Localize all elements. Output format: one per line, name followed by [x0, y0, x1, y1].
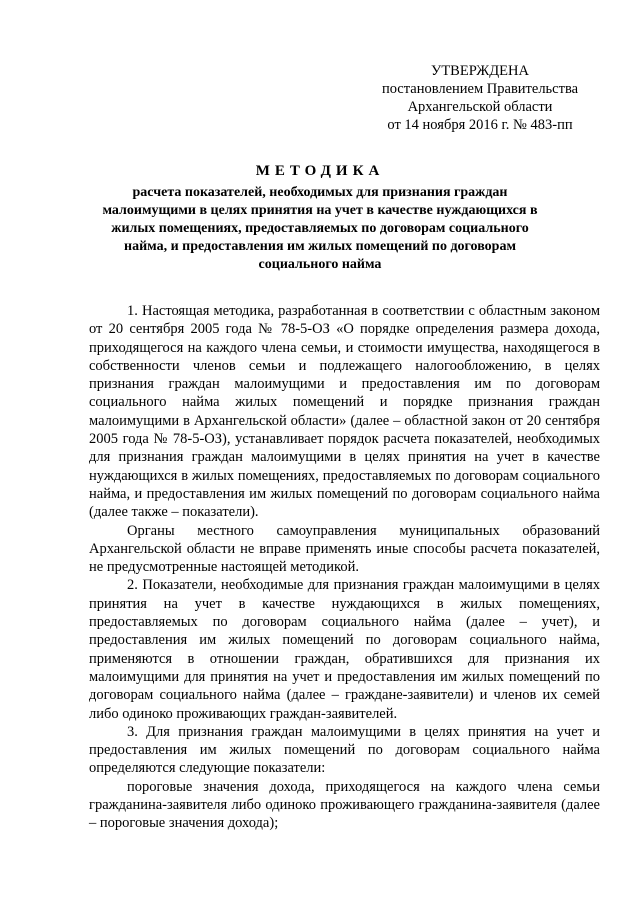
document-subtitle: расчета показателей, необходимых для признания граждан малоимущими в целях принятия на учет в качестве нуждающихся в жилых помещениях, предоставляемых по договорам социального найма, и предоставления им жилых помещений по договорам социального найма [102, 185, 538, 272]
approval-date: от 14 ноября 2016 г. № 483-пп [387, 117, 573, 133]
paragraph-3: 3. Для признания граждан малоимущими в целях принятия на учет и предоставления им жилых помещений по договорам социального найма определяются следующие показатели: [89, 723, 600, 777]
document-body [89, 302, 600, 833]
approval-stamp [360, 62, 600, 134]
document-title: МЕТОДИКА [255, 163, 385, 179]
approval-region: Архангельской области [407, 99, 553, 115]
paragraph-1: 1. Настоящая методика, разработанная в соответствии с областным законом от 20 сентября 2005 года № 78-5-ОЗ «О порядке определения размера дохода, приходящегося на каждого члена семьи, и стоимости имущества, находящегося в собственности членов семьи и подлежащего налогообложению, в целях признания граждан малоимущими и предоставления им по договорам социального найма жилых помещений и порядке признания граждан малоимущими в Архангельской области» (далее – областной закон от 20 сентября 2005 года № 78-5-ОЗ), устанавливает порядок расчета показателей, необходимых для признания граждан малоимущими в целях принятия на учет в качестве нуждающихся в жилых помещениях, предоставляемых по договорам социального найма, и предоставления им жилых помещений по договорам социального найма (далее также – показатели). [89, 303, 600, 521]
paragraph-1-continuation: Органы местного самоуправления муниципальных образований Архангельской области не вправе применять иные способы расчета показателей, не предусмотренные настоящей методикой. [89, 522, 600, 576]
approval-decree: постановлением Правительства [381, 81, 579, 97]
document-heading [100, 162, 540, 274]
paragraph-2: 2. Показатели, необходимые для признания граждан малоимущими в целях принятия на учет в качестве нуждающихся в жилых помещениях, предоставляемых по договорам социального найма (далее – учет), и предоставления им жилых помещений по договорам социального найма, применяются в отношении граждан, обратившихся для признания их малоимущими для принятия на учет и предоставления им жилых помещений по договорам социального найма (далее – граждане-заявители) и членов их семей либо одиноко проживающих граждан-заявителей. [89, 577, 600, 722]
approval-title: УТВЕРЖДЕНА [431, 63, 529, 79]
paragraph-3-item: пороговые значения дохода, приходящегося на каждого члена семьи гражданина-заявителя либо одиноко проживающего гражданина-заявителя (далее – пороговые значения дохода); [89, 778, 600, 832]
